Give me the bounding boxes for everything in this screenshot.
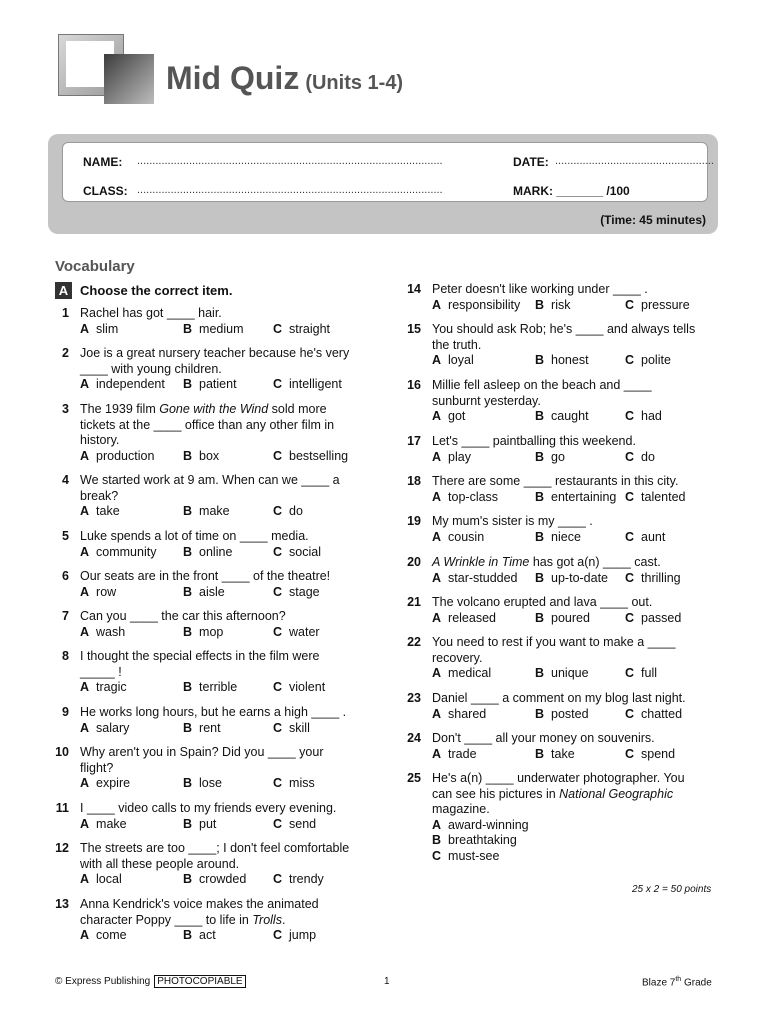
question-number: 16 <box>407 378 421 392</box>
question-text: Millie fell asleep on the beach and ____ <box>432 378 652 392</box>
option-b[interactable]: B risk <box>535 297 571 312</box>
question-text: can see his pictures in National Geographic <box>432 786 674 801</box>
question-text: tickets at the ____ office than any other film in <box>80 417 335 432</box>
photocopiable-label: PHOTOCOPIABLE <box>154 975 245 988</box>
option-a[interactable]: A salary <box>80 720 130 735</box>
instruction-text: Choose the correct item. <box>80 283 233 298</box>
option-a[interactable]: A row <box>80 584 117 599</box>
option-a[interactable]: A local <box>80 872 122 887</box>
question-text: _____ ! <box>80 664 122 679</box>
option-b[interactable]: B caught <box>535 409 589 424</box>
question-number: 3 <box>62 402 69 416</box>
question-number: 8 <box>62 649 69 663</box>
question-text: Luke spends a lot of time on ____ media. <box>80 529 309 543</box>
option-b[interactable]: B make <box>183 504 230 519</box>
question-number: 19 <box>407 514 421 528</box>
question-text: The streets are too ____; I don't feel comfortable <box>80 841 350 855</box>
option-c[interactable]: C trendy <box>273 872 324 887</box>
question-text: The 1939 film Gone with the Wind sold more <box>80 402 327 416</box>
option-a[interactable]: A responsibility <box>432 297 521 312</box>
option-b[interactable]: B mop <box>183 624 224 639</box>
option-c[interactable]: C aunt <box>625 529 666 544</box>
name-label: NAME: <box>83 155 123 169</box>
copyright-text: © Express Publishing <box>55 976 151 987</box>
question-text: ____ with young children. <box>80 361 222 376</box>
question-number: 14 <box>407 282 421 296</box>
question-text: character Poppy ____ to life in Trolls. <box>80 912 286 927</box>
option-a[interactable]: A expire <box>80 776 131 791</box>
option-c[interactable]: C social <box>273 544 321 559</box>
option-c[interactable]: C straight <box>273 321 331 336</box>
question-number: 6 <box>62 569 69 583</box>
option-b[interactable]: B posted <box>535 706 589 721</box>
section-title: Vocabulary <box>55 258 135 275</box>
option-c[interactable]: C passed <box>625 610 682 625</box>
page-title <box>166 60 403 97</box>
option-c[interactable]: C jump <box>273 928 317 943</box>
option-a[interactable]: A production <box>80 448 155 463</box>
option-b[interactable]: B unique <box>535 666 589 681</box>
option-b[interactable]: B medium <box>183 321 244 336</box>
option-c[interactable]: C water <box>273 624 320 639</box>
option-a[interactable]: A released <box>432 610 496 625</box>
question-number: 9 <box>62 705 69 719</box>
option-c[interactable]: C skill <box>273 720 310 735</box>
question-text: with all these people around. <box>80 856 240 871</box>
date-label: DATE: <box>513 155 549 169</box>
question-number: 10 <box>55 745 69 759</box>
question-text: the truth. <box>432 337 482 352</box>
question-text: Why aren't you in Spain? Did you ____ your <box>80 745 324 759</box>
option-b[interactable]: B go <box>535 449 565 464</box>
option-a[interactable]: A play <box>432 449 471 464</box>
question-number: 1 <box>62 306 69 320</box>
option-b[interactable]: B take <box>535 746 575 761</box>
option-c[interactable]: C spend <box>625 746 676 761</box>
option-a[interactable]: A loyal <box>432 353 474 368</box>
question-text: He's a(n) ____ underwater photographer. You <box>432 771 685 785</box>
option-b[interactable]: B box <box>183 448 220 463</box>
option-b[interactable]: B put <box>183 816 217 831</box>
grade-sup: th <box>675 976 682 983</box>
option-a[interactable]: A star-studded <box>432 570 518 585</box>
option-a[interactable]: A shared <box>432 706 487 721</box>
question-number: 22 <box>407 635 421 649</box>
option-c[interactable]: C do <box>273 504 303 519</box>
option-c[interactable]: C bestselling <box>273 448 349 463</box>
option-c[interactable]: C miss <box>273 776 315 791</box>
option-c[interactable]: C stage <box>273 584 320 599</box>
question-number: 17 <box>407 434 421 448</box>
time-limit: (Time: 45 minutes) <box>600 213 706 227</box>
question-text: sunburnt yesterday. <box>432 393 541 408</box>
question-text: You should ask Rob; he's ____ and always tells <box>432 322 696 336</box>
logo-graphic <box>58 34 156 106</box>
question-text: break? <box>80 488 119 503</box>
question-number: 20 <box>407 555 421 569</box>
option-c[interactable]: C pressure <box>625 297 690 312</box>
option-b[interactable]: B up-to-date <box>535 570 609 585</box>
option-c[interactable]: C chatted <box>625 706 683 721</box>
grade-label <box>642 976 712 988</box>
option-b[interactable]: B crowded <box>183 872 247 887</box>
option-a[interactable]: A got <box>432 409 466 424</box>
option-b[interactable]: B honest <box>535 353 589 368</box>
question-text: Our seats are in the front ____ of the theatre! <box>80 569 331 583</box>
question-text: Joe is a great nursery teacher because he's very <box>80 346 350 360</box>
option-b[interactable]: B aisle <box>183 584 225 599</box>
question-text: flight? <box>80 760 114 775</box>
question-text: I ____ video calls to my friends every evening. <box>80 801 337 815</box>
option-a[interactable]: A trade <box>432 746 477 761</box>
option-c[interactable]: C thrilling <box>625 570 681 585</box>
option-a[interactable]: A take <box>80 504 120 519</box>
points-note: 25 x 2 = 50 points <box>632 884 712 895</box>
footer-copyright <box>55 976 246 987</box>
question-text: Rachel has got ____ hair. <box>80 306 222 320</box>
question-text: A Wrinkle in Time has got a(n) ____ cast. <box>432 555 661 569</box>
option-b[interactable]: B breathtaking <box>432 833 517 848</box>
title-units: (Units 1-4) <box>305 72 404 94</box>
question-number: 25 <box>407 771 421 785</box>
instruction <box>55 282 232 299</box>
option-c[interactable]: C talented <box>625 489 686 504</box>
question-text: recovery. <box>432 650 483 665</box>
question-text: I thought the special effects in the film were <box>80 649 320 663</box>
option-b[interactable]: B poured <box>535 610 590 625</box>
exercise-badge: A <box>55 282 72 299</box>
student-info-fields <box>62 142 714 202</box>
question-number: 12 <box>55 841 69 855</box>
option-a[interactable]: A slim <box>80 321 119 336</box>
option-c[interactable]: C had <box>625 409 662 424</box>
question-number: 23 <box>407 691 421 705</box>
option-a[interactable]: A award-winning <box>432 817 529 832</box>
question-number: 18 <box>407 474 421 488</box>
option-b[interactable]: B lose <box>183 776 222 791</box>
option-a[interactable]: A community <box>80 544 157 559</box>
option-c[interactable]: C polite <box>625 353 671 368</box>
question-text: You need to rest if you want to make a ____ <box>432 635 676 649</box>
option-a[interactable]: A cousin <box>432 529 485 544</box>
question-number: 5 <box>62 529 69 543</box>
option-b[interactable]: B entertaining <box>535 489 617 504</box>
option-b[interactable]: B rent <box>183 720 221 735</box>
student-info-box <box>48 134 718 234</box>
question-number: 24 <box>407 731 421 745</box>
option-a[interactable]: A tragic <box>80 680 127 695</box>
option-b[interactable]: B act <box>183 928 216 943</box>
question-text: Anna Kendrick's voice makes the animated <box>80 897 319 911</box>
option-c[interactable]: C intelligent <box>273 377 342 392</box>
question-number: 4 <box>62 473 69 487</box>
option-b[interactable]: B online <box>183 544 233 559</box>
option-a[interactable]: A make <box>80 816 127 831</box>
option-c[interactable]: C must-see <box>432 849 500 863</box>
date-field[interactable]: .................................................... <box>555 155 714 167</box>
class-label: CLASS: <box>83 184 128 198</box>
option-b[interactable]: B terrible <box>183 680 238 695</box>
page-number: 1 <box>384 976 390 987</box>
question-text: Don't ____ all your money on souvenirs. <box>432 731 655 745</box>
question-number: 7 <box>62 609 69 623</box>
option-c[interactable]: C do <box>625 449 655 464</box>
grade-text: Blaze 7 <box>642 977 676 989</box>
question-text: history. <box>80 433 120 448</box>
option-a[interactable]: A top-class <box>432 489 499 504</box>
question-text: My mum's sister is my ____ . <box>432 514 593 528</box>
mark-field[interactable]: MARK: _______ /100 <box>513 184 630 198</box>
option-b[interactable]: B niece <box>535 529 581 544</box>
question-number: 15 <box>407 322 421 336</box>
title-main: Mid Quiz <box>166 60 300 96</box>
question-text: He works long hours, but he earns a high ____ . <box>80 705 347 719</box>
question-text: magazine. <box>432 802 490 817</box>
option-a[interactable]: A come <box>80 928 127 943</box>
question-text: Daniel ____ a comment on my blog last night. <box>432 691 686 705</box>
question-text: Let's ____ paintballing this weekend. <box>432 434 636 448</box>
option-c[interactable]: C full <box>625 666 658 681</box>
option-a[interactable]: A medical <box>432 666 492 681</box>
class-field[interactable]: .................................................................................................... <box>137 184 443 196</box>
option-a[interactable]: A independent <box>80 377 165 392</box>
option-c[interactable]: C violent <box>273 680 326 695</box>
question-text: We started work at 9 am. When can we ____ a <box>80 473 340 487</box>
question-number: 21 <box>407 595 421 609</box>
option-a[interactable]: A wash <box>80 624 126 639</box>
question-number: 11 <box>55 801 69 815</box>
grade-suffix: Grade <box>681 977 712 989</box>
question-text: Peter doesn't like working under ____ . <box>432 282 648 296</box>
question-text: Can you ____ the car this afternoon? <box>80 609 286 623</box>
question-number: 13 <box>55 897 69 911</box>
question-number: 2 <box>62 346 69 360</box>
option-b[interactable]: B patient <box>183 377 237 392</box>
question-text: There are some ____ restaurants in this city. <box>432 474 679 488</box>
question-text: The volcano erupted and lava ____ out. <box>432 595 653 609</box>
option-c[interactable]: C send <box>273 816 317 831</box>
name-field[interactable]: .................................................................................................... <box>137 155 443 167</box>
